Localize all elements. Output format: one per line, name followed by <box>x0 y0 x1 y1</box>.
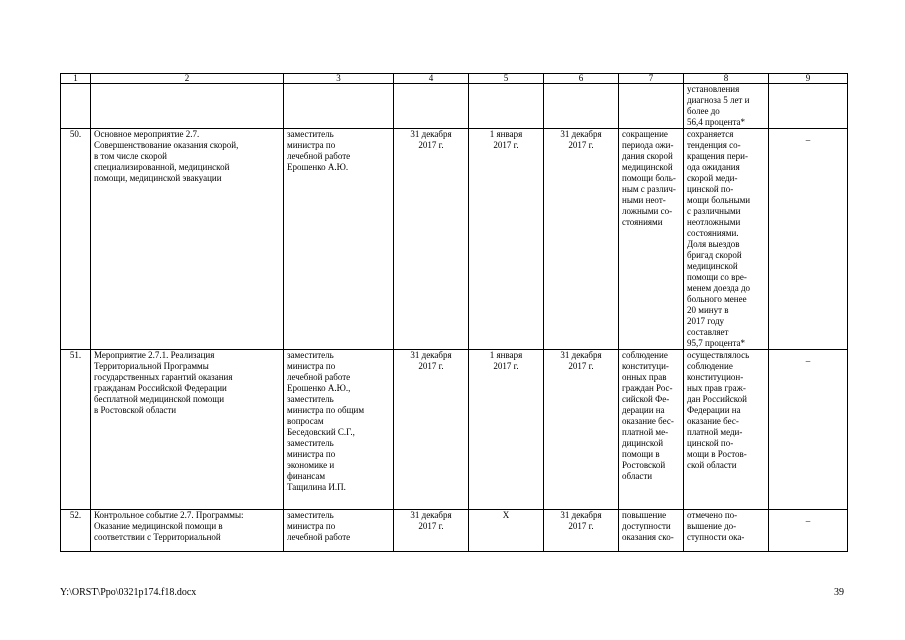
table-row <box>61 84 848 129</box>
column-number: 6 <box>544 74 619 84</box>
cell-text-line: 2017 г. <box>568 361 594 371</box>
cell-text: – <box>805 135 811 145</box>
planned-date-cell <box>394 129 469 350</box>
cell-text-line: области <box>622 471 653 481</box>
cell-text-line: ода ожидания <box>687 162 740 172</box>
responsible-cell <box>284 129 394 350</box>
cell-text-line: Основное мероприятие 2.7. <box>94 129 200 139</box>
event-cell <box>91 129 284 350</box>
cell-text-line: 31 декабря <box>560 510 602 520</box>
cell-text-line: 31 декабря <box>410 129 452 139</box>
cell-text-line: мощи больными <box>687 195 751 205</box>
cell-text-line: Х <box>502 510 510 520</box>
cell-text-line: помощи боль- <box>622 173 676 183</box>
cell-text-line: осуществлялось <box>687 350 750 360</box>
cell-text-line: Ростовской <box>622 460 666 470</box>
cell-text-line: Контрольное событие 2.7. Программы: <box>94 510 244 520</box>
actual-result-cell <box>684 350 769 510</box>
problems-cell <box>769 510 848 552</box>
cell-text-line: финансам <box>287 471 326 481</box>
end-date-cell <box>544 510 619 552</box>
cell-text-line: 31 декабря <box>410 350 452 360</box>
cell-text-line: 31 декабря <box>410 510 452 520</box>
table-row <box>61 350 848 510</box>
cell-text-line: цинской по- <box>687 184 734 194</box>
cell-text-line: оказание бес- <box>687 416 739 426</box>
actual-result-cell <box>684 510 769 552</box>
cell-text-line: Ерошенко А.Ю., <box>287 383 351 393</box>
column-number: 8 <box>684 74 769 84</box>
cell-text-line: установления <box>687 84 740 94</box>
cell-text-line: Оказание медицинской помощи в <box>94 521 223 531</box>
cell-text-line: министра по общим <box>287 405 365 415</box>
problems-cell <box>769 350 848 510</box>
cell-text-line: вышение до- <box>687 521 737 531</box>
cell-text-line: конституци- <box>622 361 669 371</box>
problems-cell <box>769 129 848 350</box>
cell-text-line: оказания ско- <box>622 532 674 542</box>
column-number: 5 <box>469 74 544 84</box>
cell-text-line: 56,4 процента* <box>687 117 745 127</box>
cell-text-line: отмечено по- <box>687 510 738 520</box>
cell-text-line: мощи в Ростов- <box>687 449 747 459</box>
cell-text-line: 2017 г. <box>493 140 519 150</box>
cell-text-line: 1 января <box>489 350 523 360</box>
actual-result-cell <box>684 84 769 129</box>
cell-text-line: ным с различ- <box>622 184 676 194</box>
cell-text-line: 20 минут в <box>687 305 729 315</box>
cell-text-line: скорой меди- <box>687 173 738 183</box>
cell-text-line: сохраняется <box>687 129 734 139</box>
cell-text-line: более до <box>687 106 720 116</box>
cell-text-line: дан Российской <box>687 394 747 404</box>
actual-result-cell <box>684 129 769 350</box>
cell-text-line: заместитель <box>287 129 334 139</box>
cell-text-line: составляет <box>687 327 729 337</box>
cell-text-line: оказание бес- <box>622 416 674 426</box>
expected-result-cell <box>619 84 684 129</box>
start-date-cell <box>469 129 544 350</box>
cell-text-line: бригад скорой <box>687 250 742 260</box>
table-row <box>61 510 848 552</box>
cell-text: – <box>805 356 811 366</box>
cell-text-line: заместитель <box>287 438 334 448</box>
cell-text-line: Ерошенко А.Ю. <box>287 162 349 172</box>
cell-text-line: 95,7 процента* <box>687 338 745 348</box>
cell-text-line: 2017 г. <box>493 361 519 371</box>
cell-text-line: соблюдение <box>687 361 733 371</box>
cell-text-line: заместитель <box>287 510 334 520</box>
cell-text-line: соблюдение <box>622 350 668 360</box>
cell-text-line: 2017 г. <box>418 140 444 150</box>
column-number: 2 <box>91 74 284 84</box>
column-number-row <box>61 74 848 84</box>
event-cell <box>91 510 284 552</box>
cell-text-line: 2017 г. <box>418 361 444 371</box>
cell-text-line: неотложными <box>687 217 741 227</box>
cell-text-line: специализированной, медицинской <box>94 162 230 172</box>
column-number: 1 <box>61 74 91 84</box>
cell-text-line: заместитель <box>287 394 334 404</box>
cell-text-line: заместитель <box>287 350 334 360</box>
column-number: 7 <box>619 74 684 84</box>
footer-file-path: Y:\ORST\Ppo\0321p174.f18.docx <box>60 587 197 598</box>
row-number-cell <box>61 84 91 129</box>
cell-text-line: платной меди- <box>687 427 743 437</box>
cell-text-line: 2017 г. <box>418 521 444 531</box>
cell-text-line: менем доезда до <box>687 283 751 293</box>
cell-text-line: 2017 г. <box>568 140 594 150</box>
report-table <box>60 73 848 552</box>
cell-text-line: в Ростовской области <box>94 405 177 415</box>
planned-date-cell <box>394 510 469 552</box>
end-date-cell <box>544 129 619 350</box>
responsible-cell <box>284 350 394 510</box>
cell-text-line: министра по <box>287 361 336 371</box>
cell-text-line: гражданам Российской Федерации <box>94 383 227 393</box>
row-number-cell: 51. <box>61 350 91 510</box>
event-cell <box>91 84 284 129</box>
cell-text-line: сокращение <box>622 129 668 139</box>
cell-text-line: периода ожи- <box>622 140 674 150</box>
row-number-cell: 52. <box>61 510 91 552</box>
column-number: 3 <box>284 74 394 84</box>
cell-text-line: государственных гарантий оказания <box>94 372 233 382</box>
cell-text-line: ской области <box>687 460 737 470</box>
cell-text-line: с различными <box>687 206 741 216</box>
expected-result-cell <box>619 129 684 350</box>
planned-date-cell <box>394 84 469 129</box>
cell-text-line: Беседовский С.Г., <box>287 427 355 437</box>
cell-text-line: сийской Фе- <box>622 394 670 404</box>
cell-text-line: помощи, медицинской эвакуации <box>94 173 222 183</box>
cell-text-line: министра по <box>287 521 336 531</box>
cell-text-line: вопросам <box>287 416 324 426</box>
cell-text-line: ных прав граж- <box>687 383 746 393</box>
cell-text-line: дицинской <box>622 438 664 448</box>
cell-text-line: тенденция со- <box>687 140 741 150</box>
cell-text-line: цинской по- <box>687 438 734 448</box>
cell-text-line: 31 декабря <box>560 129 602 139</box>
cell-text-line: 1 января <box>489 129 523 139</box>
cell-text-line: диагноза 5 лет и <box>687 95 750 105</box>
cell-text: – <box>805 516 811 526</box>
responsible-cell <box>284 84 394 129</box>
cell-text-line: кращения пери- <box>687 151 748 161</box>
cell-text-line: стояниями <box>622 217 663 227</box>
cell-text-line: лечебной работе <box>287 532 351 542</box>
cell-text-line: конституцион- <box>687 372 744 382</box>
cell-text-line: ступности ока- <box>687 532 745 542</box>
cell-text-line: 2017 году <box>687 316 725 326</box>
end-date-cell <box>544 350 619 510</box>
cell-text-line: помощи в <box>622 449 660 459</box>
cell-text-line: платной ме- <box>622 427 669 437</box>
cell-text-line: Доля выездов <box>687 239 740 249</box>
start-date-cell <box>469 84 544 129</box>
cell-text-line: Территориальной Программы <box>94 361 209 371</box>
end-date-cell <box>544 84 619 129</box>
cell-text-line: министра по <box>287 449 336 459</box>
cell-text-line: доступности <box>622 521 671 531</box>
cell-text-line: Тащилина И.П. <box>287 482 346 492</box>
cell-text-line: экономике и <box>287 460 335 470</box>
cell-text-line: министра по <box>287 140 336 150</box>
cell-text-line: помощи со вре- <box>687 272 747 282</box>
cell-text-line: Федерации на <box>687 405 741 415</box>
event-cell <box>91 350 284 510</box>
cell-text-line: лечебной работе <box>287 151 351 161</box>
table-row <box>61 129 848 350</box>
cell-text-line: 31 декабря <box>560 350 602 360</box>
start-date-cell <box>469 510 544 552</box>
footer-page-number: 39 <box>834 587 844 598</box>
cell-text-line: в том числе скорой <box>94 151 167 161</box>
cell-text-line: лечебной работе <box>287 372 351 382</box>
cell-text-line: ложными со- <box>622 206 673 216</box>
cell-text-line: онных прав <box>622 372 667 382</box>
cell-text-line: Совершенствование оказания скорой, <box>94 140 239 150</box>
cell-text-line: Мероприятие 2.7.1. Реализация <box>94 350 215 360</box>
column-number: 9 <box>769 74 848 84</box>
start-date-cell <box>469 350 544 510</box>
responsible-cell <box>284 510 394 552</box>
cell-text-line: повышение <box>622 510 667 520</box>
cell-text-line: больного менее <box>687 294 747 304</box>
cell-text-line: соответствии с Территориальной <box>94 532 221 542</box>
problems-cell <box>769 84 848 129</box>
cell-text-line: 2017 г. <box>568 521 594 531</box>
cell-text-line: медицинской <box>687 261 738 271</box>
expected-result-cell <box>619 350 684 510</box>
cell-text-line: состояниями. <box>687 228 739 238</box>
cell-text-line: дерации на <box>622 405 665 415</box>
planned-date-cell <box>394 350 469 510</box>
cell-text-line: бесплатной медицинской помощи <box>94 394 225 404</box>
cell-text-line: дания скорой <box>622 151 673 161</box>
expected-result-cell <box>619 510 684 552</box>
row-number-cell: 50. <box>61 129 91 350</box>
cell-text-line: медицинской <box>622 162 673 172</box>
cell-text-line: ными неот- <box>622 195 666 205</box>
column-number: 4 <box>394 74 469 84</box>
cell-text-line: граждан Рос- <box>622 383 673 393</box>
